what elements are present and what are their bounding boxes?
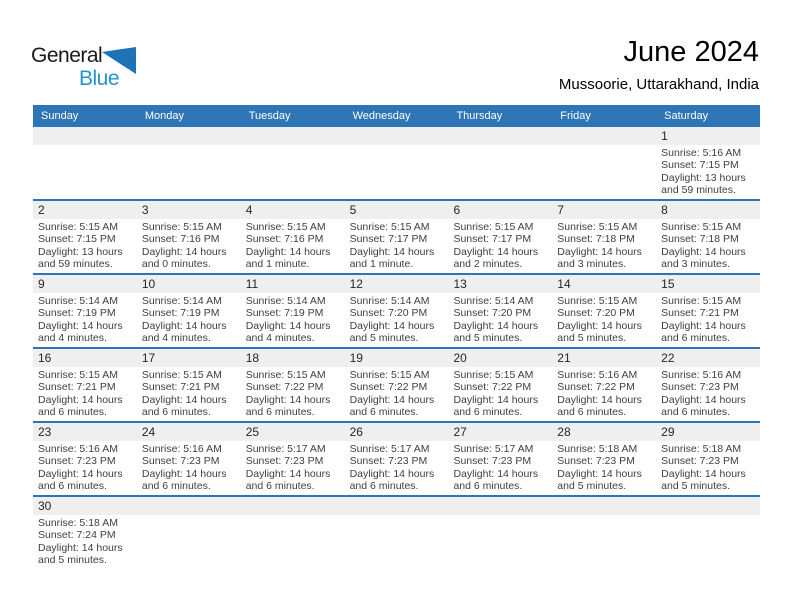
day-number-9: 9	[38, 277, 45, 291]
daylight-text: Daylight: 14 hours and 5 minutes.	[557, 467, 642, 493]
sunset-text: Sunset: 7:21 PM	[38, 381, 116, 394]
day-cell-22	[656, 367, 760, 419]
daylight-text: Daylight: 14 hours and 2 minutes.	[453, 245, 539, 271]
day-cell-empty	[448, 145, 552, 197]
sunset-text: Sunset: 7:23 PM	[141, 455, 220, 468]
day-cell-20	[448, 367, 552, 419]
sunset-text: Sunset: 7:18 PM	[557, 233, 635, 246]
sunset-text: Sunset: 7:23 PM	[661, 455, 739, 468]
sunrise-text: Sunrise: 5:15 AM	[349, 221, 430, 233]
day-number-empty	[656, 497, 760, 515]
sunset-text: Sunset: 7:24 PM	[38, 529, 116, 542]
day-cell-empty	[552, 145, 656, 197]
day-cell-15	[656, 293, 760, 345]
day-cell-empty	[241, 145, 345, 197]
day-number-12: 12	[349, 277, 363, 291]
day-cell-empty	[241, 515, 345, 567]
day-cell-4	[241, 219, 345, 271]
day-number-10: 10	[141, 277, 156, 291]
day-cell-empty	[33, 145, 137, 197]
sunrise-text: Sunrise: 5:14 AM	[453, 295, 534, 307]
day-number-empty	[33, 127, 137, 145]
day-number-strip	[33, 497, 760, 515]
day-cell-11	[241, 293, 345, 345]
day-cell-19	[345, 367, 449, 419]
day-number-empty	[345, 127, 449, 145]
sunrise-text: Sunrise: 5:14 AM	[141, 295, 222, 307]
sunset-text: Sunset: 7:19 PM	[141, 307, 220, 320]
day-number-27: 27	[453, 425, 467, 439]
daylight-text: Daylight: 13 hours and 59 minutes.	[661, 171, 746, 197]
day-number-5: 5	[349, 203, 357, 217]
sunset-text: Sunset: 7:19 PM	[38, 307, 116, 320]
sunset-text: Sunset: 7:20 PM	[349, 307, 428, 320]
daylight-text: Daylight: 13 hours and 59 minutes.	[38, 245, 123, 271]
day-cell-5	[345, 219, 449, 271]
day-cell-10	[137, 293, 241, 345]
daylight-text: Daylight: 14 hours and 6 minutes.	[453, 393, 539, 419]
day-number-6: 6	[453, 203, 461, 217]
week-row	[33, 423, 760, 497]
day-number-30: 30	[38, 499, 52, 513]
day-number-19: 19	[349, 351, 363, 365]
daylight-text: Daylight: 14 hours and 3 minutes.	[557, 245, 642, 271]
day-number-22: 22	[661, 351, 675, 365]
sunset-text: Sunset: 7:22 PM	[557, 381, 635, 394]
sunrise-text: Sunrise: 5:15 AM	[661, 295, 742, 307]
sunrise-text: Sunrise: 5:15 AM	[141, 221, 222, 233]
daylight-text: Daylight: 14 hours and 4 minutes.	[141, 319, 227, 345]
day-cell-empty	[552, 515, 656, 567]
sunset-text: Sunset: 7:17 PM	[453, 233, 532, 246]
day-number-23: 23	[38, 425, 52, 439]
sunset-text: Sunset: 7:23 PM	[349, 455, 428, 468]
day-cell-23	[33, 441, 137, 493]
day-cell-empty	[656, 515, 760, 567]
daylight-text: Daylight: 14 hours and 6 minutes.	[245, 393, 331, 419]
daylight-text: Daylight: 14 hours and 6 minutes.	[557, 393, 642, 419]
day-cell-7	[552, 219, 656, 271]
logo-text-blue: Blue	[79, 67, 120, 90]
day-cell-30	[33, 515, 137, 567]
day-cell-empty	[345, 145, 449, 197]
sunrise-text: Sunrise: 5:16 AM	[141, 443, 222, 455]
general-blue-logo	[31, 44, 143, 96]
weekday-header-row	[33, 105, 760, 127]
sunrise-text: Sunrise: 5:15 AM	[38, 369, 118, 381]
page-subtitle: Mussoorie, Uttarakhand, India	[558, 76, 759, 93]
day-cell-14	[552, 293, 656, 345]
day-cell-24	[137, 441, 241, 493]
day-number-1: 1	[661, 129, 668, 143]
sunset-text: Sunset: 7:19 PM	[245, 307, 324, 320]
sunrise-text: Sunrise: 5:15 AM	[453, 369, 534, 381]
sunrise-text: Sunrise: 5:15 AM	[661, 221, 742, 233]
day-details-row	[33, 515, 760, 569]
day-number-2: 2	[38, 203, 45, 217]
sunrise-text: Sunrise: 5:18 AM	[557, 443, 638, 455]
daylight-text: Daylight: 14 hours and 3 minutes.	[661, 245, 746, 271]
daylight-text: Daylight: 14 hours and 6 minutes.	[141, 393, 227, 419]
day-cell-16	[33, 367, 137, 419]
weekday-header-wednesday: Wednesday	[352, 110, 411, 122]
day-number-strip	[33, 349, 760, 367]
week-row	[33, 275, 760, 349]
day-cell-empty	[137, 145, 241, 197]
day-details-row	[33, 219, 760, 273]
sunrise-text: Sunrise: 5:16 AM	[661, 369, 742, 381]
sunset-text: Sunset: 7:23 PM	[245, 455, 324, 468]
sunrise-text: Sunrise: 5:14 AM	[349, 295, 430, 307]
sunrise-text: Sunrise: 5:16 AM	[38, 443, 118, 455]
day-number-3: 3	[141, 203, 149, 217]
daylight-text: Daylight: 14 hours and 4 minutes.	[38, 319, 123, 345]
sunset-text: Sunset: 7:16 PM	[141, 233, 220, 246]
sunset-text: Sunset: 7:18 PM	[661, 233, 739, 246]
sunset-text: Sunset: 7:15 PM	[661, 159, 739, 172]
sunrise-text: Sunrise: 5:16 AM	[557, 369, 638, 381]
sunset-text: Sunset: 7:20 PM	[557, 307, 635, 320]
sunrise-text: Sunrise: 5:17 AM	[453, 443, 534, 455]
day-number-28: 28	[557, 425, 571, 439]
weekday-header-monday: Monday	[144, 110, 184, 122]
daylight-text: Daylight: 14 hours and 5 minutes.	[349, 319, 435, 345]
sunrise-text: Sunrise: 5:14 AM	[38, 295, 118, 307]
sunset-text: Sunset: 7:22 PM	[245, 381, 324, 394]
day-cell-18	[241, 367, 345, 419]
daylight-text: Daylight: 14 hours and 5 minutes.	[38, 541, 123, 567]
daylight-text: Daylight: 14 hours and 6 minutes.	[38, 467, 123, 493]
day-number-empty	[448, 497, 552, 515]
day-number-26: 26	[349, 425, 363, 439]
day-cell-1	[656, 145, 760, 197]
day-number-4: 4	[245, 203, 253, 217]
day-cell-21	[552, 367, 656, 419]
day-cell-17	[137, 367, 241, 419]
day-number-13: 13	[453, 277, 467, 291]
page-title: June 2024	[623, 36, 759, 68]
day-number-7: 7	[557, 203, 564, 217]
weekday-header-thursday: Thursday	[456, 110, 503, 122]
day-number-29: 29	[661, 425, 675, 439]
day-cell-empty	[448, 515, 552, 567]
day-number-21: 21	[557, 351, 571, 365]
day-cell-empty	[345, 515, 449, 567]
sunrise-text: Sunrise: 5:15 AM	[349, 369, 430, 381]
sunset-text: Sunset: 7:15 PM	[38, 233, 116, 246]
weekday-header-friday: Friday	[560, 110, 591, 122]
day-number-empty	[137, 127, 241, 145]
week-row	[33, 497, 760, 569]
logo-text-general: General	[31, 44, 103, 67]
day-number-empty	[552, 497, 656, 515]
day-number-empty	[552, 127, 656, 145]
daylight-text: Daylight: 14 hours and 5 minutes.	[453, 319, 539, 345]
day-number-11: 11	[245, 277, 259, 291]
weekday-header-saturday: Saturday	[664, 110, 709, 122]
day-details-row	[33, 293, 760, 347]
sunrise-text: Sunrise: 5:15 AM	[245, 369, 326, 381]
week-row	[33, 127, 760, 201]
day-cell-13	[448, 293, 552, 345]
day-number-strip	[33, 423, 760, 441]
sunset-text: Sunset: 7:23 PM	[453, 455, 532, 468]
sunrise-text: Sunrise: 5:15 AM	[557, 295, 638, 307]
day-cell-27	[448, 441, 552, 493]
sunset-text: Sunset: 7:23 PM	[38, 455, 116, 468]
sunrise-text: Sunrise: 5:18 AM	[38, 517, 118, 529]
sunrise-text: Sunrise: 5:14 AM	[245, 295, 326, 307]
sunrise-text: Sunrise: 5:15 AM	[38, 221, 118, 233]
day-number-20: 20	[453, 351, 467, 365]
daylight-text: Daylight: 14 hours and 6 minutes.	[245, 467, 331, 493]
sunrise-text: Sunrise: 5:17 AM	[245, 443, 326, 455]
daylight-text: Daylight: 14 hours and 6 minutes.	[141, 467, 227, 493]
sunset-text: Sunset: 7:20 PM	[453, 307, 532, 320]
day-number-empty	[448, 127, 552, 145]
day-number-strip	[33, 201, 760, 219]
daylight-text: Daylight: 14 hours and 1 minute.	[245, 245, 331, 271]
day-cell-8	[656, 219, 760, 271]
day-number-14: 14	[557, 277, 571, 291]
day-cell-empty	[137, 515, 241, 567]
daylight-text: Daylight: 14 hours and 6 minutes.	[349, 393, 435, 419]
sunrise-text: Sunrise: 5:15 AM	[453, 221, 534, 233]
day-cell-26	[345, 441, 449, 493]
sunrise-text: Sunrise: 5:15 AM	[245, 221, 326, 233]
day-number-empty	[241, 497, 345, 515]
day-number-empty	[137, 497, 241, 515]
day-details-row	[33, 441, 760, 495]
sunset-text: Sunset: 7:21 PM	[141, 381, 220, 394]
daylight-text: Daylight: 14 hours and 4 minutes.	[245, 319, 331, 345]
day-number-25: 25	[245, 425, 260, 439]
sunset-text: Sunset: 7:17 PM	[349, 233, 428, 246]
daylight-text: Daylight: 14 hours and 0 minutes.	[141, 245, 227, 271]
calendar-grid	[33, 127, 760, 569]
sunrise-text: Sunrise: 5:17 AM	[349, 443, 430, 455]
sunset-text: Sunset: 7:21 PM	[661, 307, 739, 320]
day-number-16: 16	[38, 351, 52, 365]
day-number-empty	[241, 127, 345, 145]
calendar-table	[33, 105, 760, 569]
day-cell-2	[33, 219, 137, 271]
day-number-strip	[33, 127, 760, 145]
day-cell-25	[241, 441, 345, 493]
day-number-18: 18	[245, 351, 260, 365]
day-cell-3	[137, 219, 241, 271]
sunrise-text: Sunrise: 5:15 AM	[557, 221, 638, 233]
day-cell-12	[345, 293, 449, 345]
sunrise-text: Sunrise: 5:18 AM	[661, 443, 742, 455]
sunset-text: Sunset: 7:22 PM	[349, 381, 428, 394]
sunrise-text: Sunrise: 5:15 AM	[141, 369, 222, 381]
day-number-strip	[33, 275, 760, 293]
sunset-text: Sunset: 7:16 PM	[245, 233, 324, 246]
sunset-text: Sunset: 7:23 PM	[661, 381, 739, 394]
daylight-text: Daylight: 14 hours and 5 minutes.	[661, 467, 746, 493]
day-details-row	[33, 145, 760, 199]
day-cell-29	[656, 441, 760, 493]
daylight-text: Daylight: 14 hours and 5 minutes.	[557, 319, 642, 345]
daylight-text: Daylight: 14 hours and 6 minutes.	[453, 467, 539, 493]
day-number-17: 17	[141, 351, 156, 365]
week-row	[33, 349, 760, 423]
day-number-8: 8	[661, 203, 668, 217]
day-cell-28	[552, 441, 656, 493]
day-cell-6	[448, 219, 552, 271]
weekday-header-sunday: Sunday	[41, 110, 79, 122]
day-cell-9	[33, 293, 137, 345]
daylight-text: Daylight: 14 hours and 6 minutes.	[349, 467, 435, 493]
daylight-text: Daylight: 14 hours and 6 minutes.	[38, 393, 123, 419]
daylight-text: Daylight: 14 hours and 6 minutes.	[661, 393, 746, 419]
daylight-text: Daylight: 14 hours and 6 minutes.	[661, 319, 746, 345]
sunrise-text: Sunrise: 5:16 AM	[661, 147, 742, 159]
sunset-text: Sunset: 7:22 PM	[453, 381, 532, 394]
sunset-text: Sunset: 7:23 PM	[557, 455, 635, 468]
day-number-empty	[345, 497, 449, 515]
day-details-row	[33, 367, 760, 421]
day-number-24: 24	[141, 425, 156, 439]
weekday-header-tuesday: Tuesday	[248, 110, 291, 122]
daylight-text: Daylight: 14 hours and 1 minute.	[349, 245, 435, 271]
week-row	[33, 201, 760, 275]
day-number-15: 15	[661, 277, 675, 291]
